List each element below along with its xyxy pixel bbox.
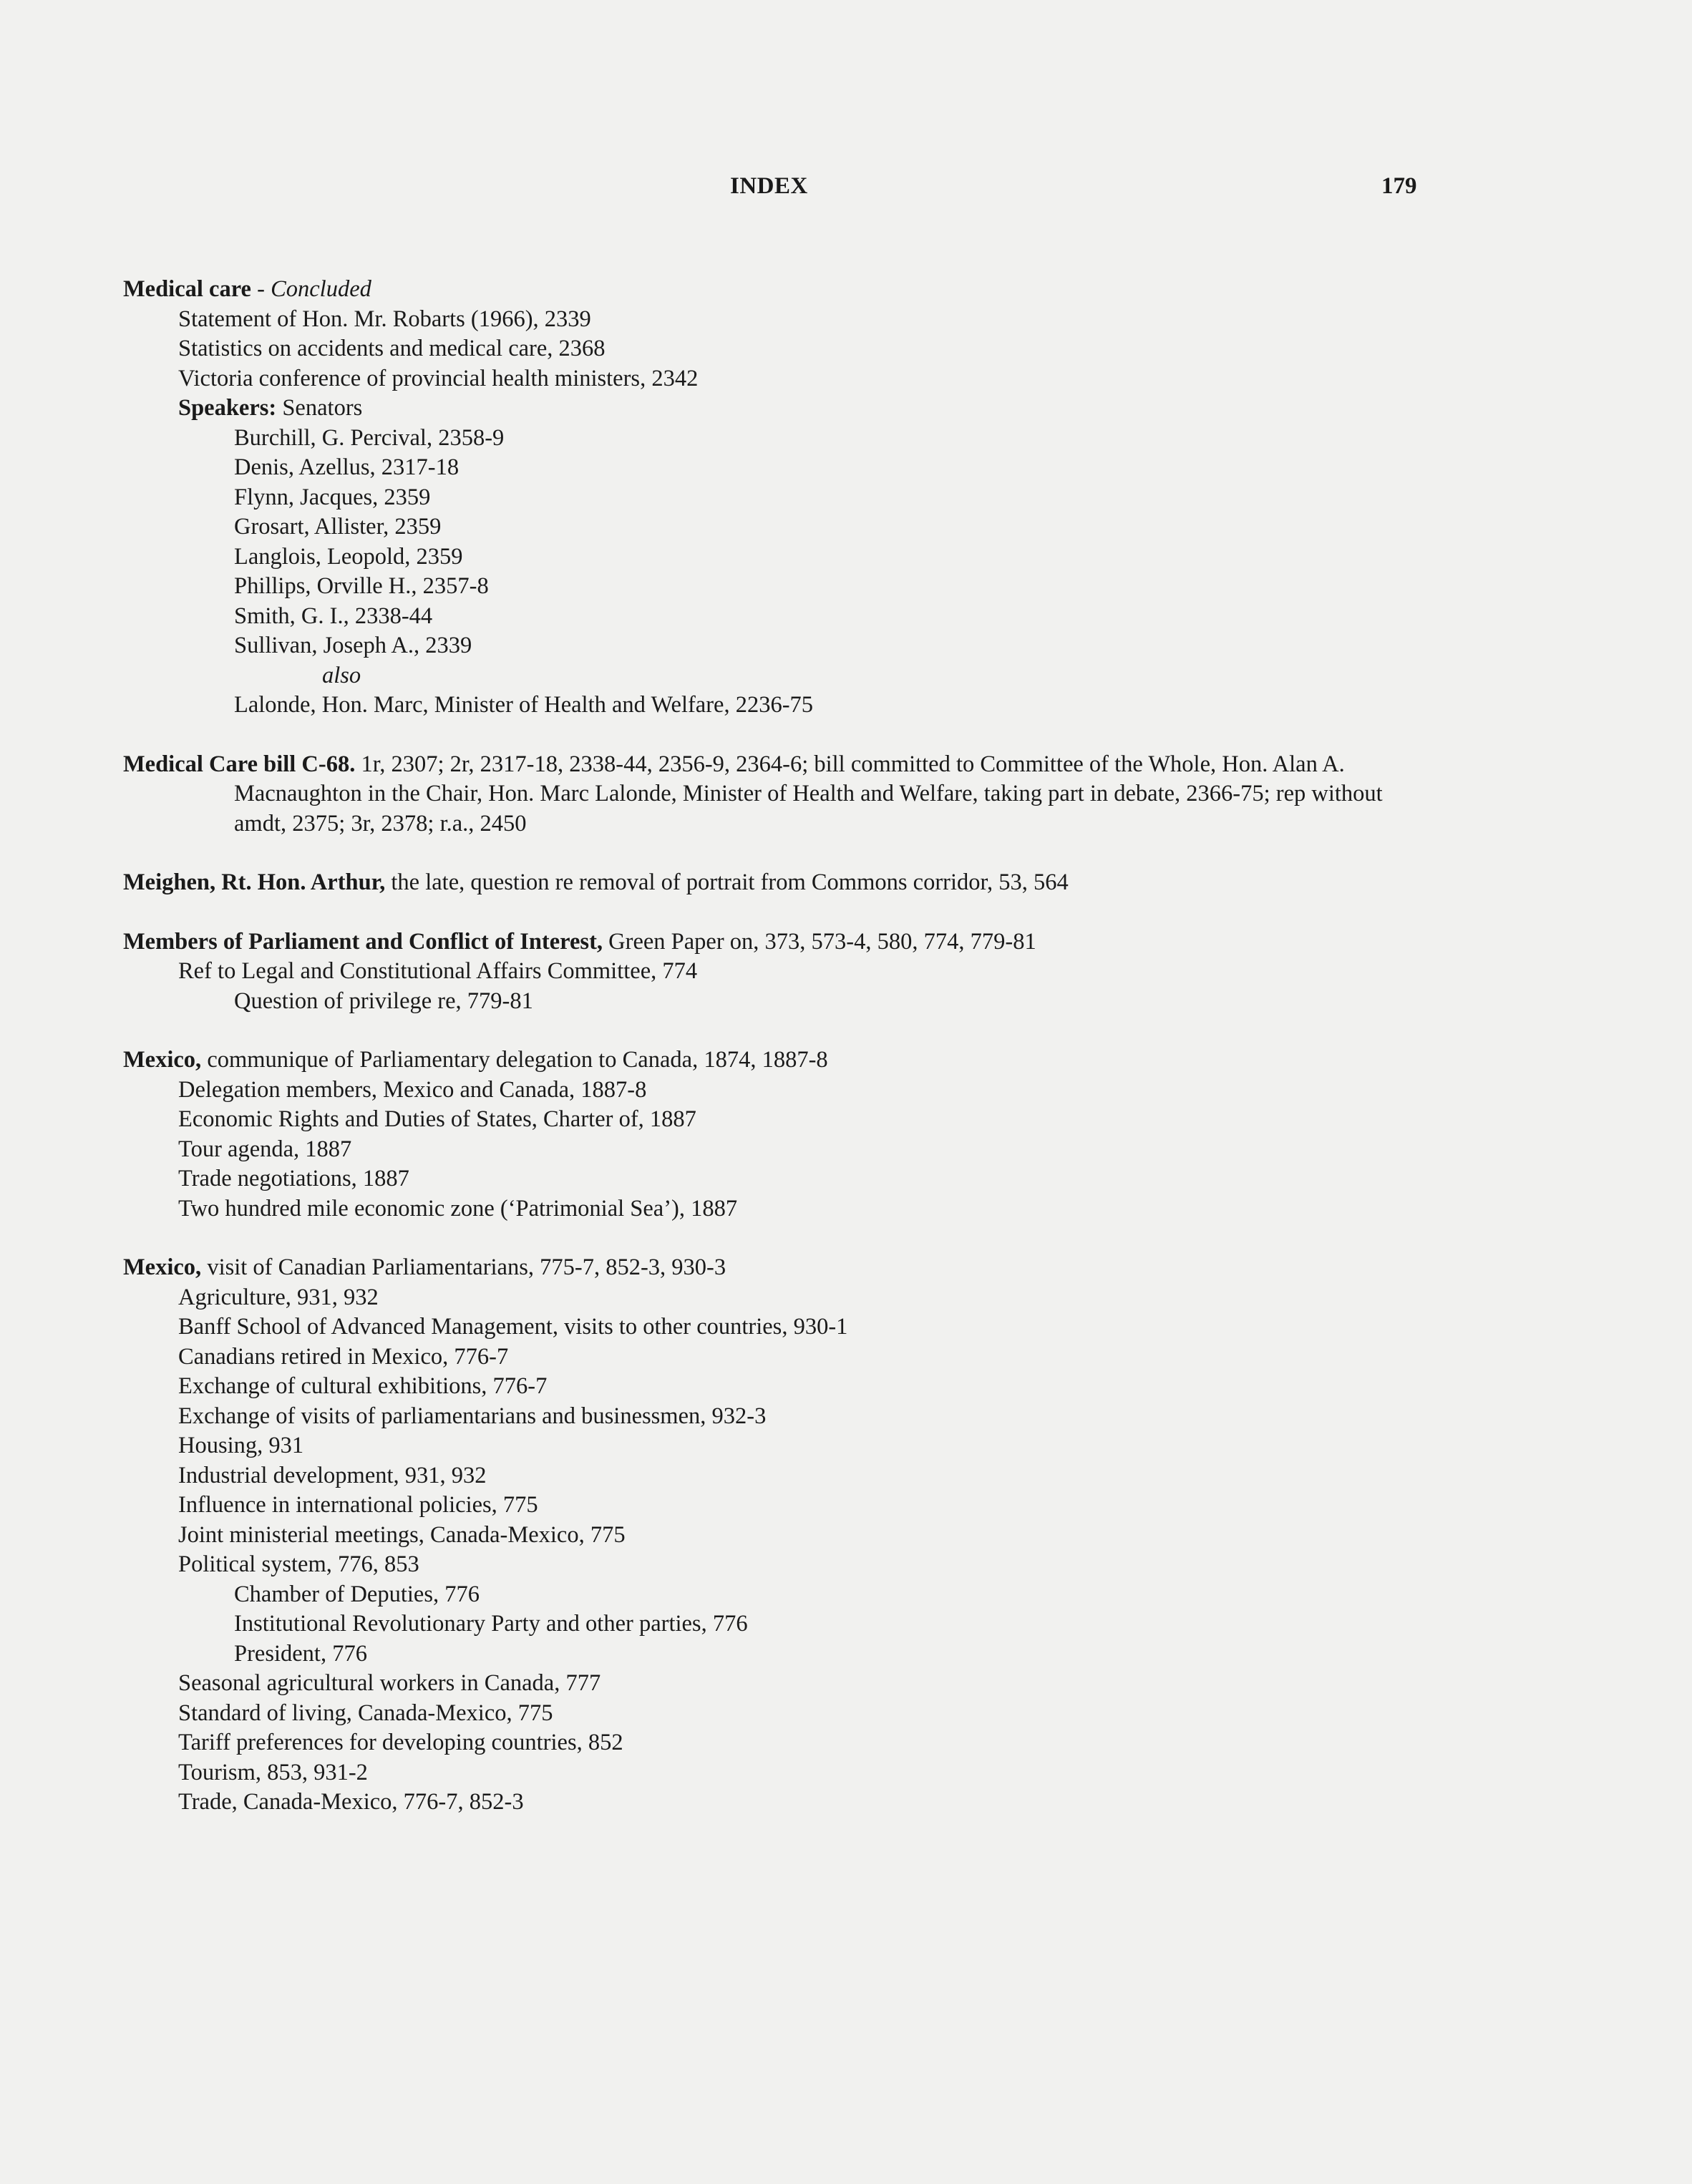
entry-heading: Medical Care bill C-68. [123,751,356,777]
speaker-entry: Smith, G. I., 2338-44 [234,603,433,629]
subentry: Statement of Hon. Mr. Robarts (1966), 2339 [178,306,591,332]
speakers-line [123,394,1433,424]
subentry: Delegation members, Mexico and Canada, 1887-8 [178,1076,647,1103]
index-content [123,275,1433,1818]
subentry: Influence in international policies, 775 [178,1492,538,1518]
speaker-entry: Phillips, Orville H., 2357-8 [234,573,489,599]
subentry: Industrial development, 931, 932 [178,1462,487,1488]
subentry: Exchange of visits of parliamentarians and businessmen, 932-3 [178,1403,767,1429]
entry-heading: Mexico, [123,1254,202,1280]
sub-subentry: President, 776 [234,1640,367,1667]
index-entry-mexico-visit [123,1253,1433,1818]
subentry: Economic Rights and Duties of States, Charter of, 1887 [178,1106,696,1132]
entry-heading: Meighen, Rt. Hon. Arthur, [123,869,386,895]
sub-subentry: Question of privilege re, 779-81 [234,988,533,1014]
entry-heading-line [123,1045,1433,1076]
subentry: Tourism, 853, 931-2 [178,1759,368,1785]
entry-heading-line [123,927,1433,957]
entry-text: communique of Parliamentary delegation to Canada, 1874, 1887-8 [201,1047,828,1073]
sub-subentry: Chamber of Deputies, 776 [234,1581,480,1607]
subentry: Exchange of cultural exhibitions, 776-7 [178,1373,548,1399]
subentry: Agriculture, 931, 932 [178,1284,379,1310]
subentry: Statistics on accidents and medical care, 2368 [178,336,606,361]
subentry: Victoria conference of provincial health ministers, 2342 [178,365,699,391]
subentry: Housing, 931 [178,1433,304,1458]
index-entry-medical-care [123,275,1433,721]
subentry: Trade, Canada-Mexico, 776-7, 852-3 [178,1789,524,1815]
subentry: Ref to Legal and Constitutional Affairs Committee, 774 [178,958,698,984]
subentry: Seasonal agricultural workers in Canada, 777 [178,1670,601,1696]
entry-text-block [123,750,1433,839]
speaker-entry: Lalonde, Hon. Marc, Minister of Health and Welfare, 2236-75 [234,692,814,718]
entry-text: the late, question re removal of portrait from Commons corridor, 53, 564 [385,869,1069,895]
entry-text: visit of Canadian Parliamentarians, 775-7, 852-3, 930-3 [201,1254,726,1280]
index-entry-mexico-communique [123,1045,1433,1224]
page-number: 179 [1381,173,1417,199]
index-entry-members-of-parliament [123,927,1433,1017]
entry-text: Green Paper on, 373, 573-4, 580, 774, 779-81 [603,928,1036,955]
subentry: Joint ministerial meetings, Canada-Mexico, 775 [178,1521,626,1548]
entry-heading-line [123,1253,1433,1283]
subentry: Canadians retired in Mexico, 776-7 [178,1343,509,1370]
entry-text: 1r, 2307; 2r, 2317-18, 2338-44, 2356-9, 2364-6; bill committed to Committee of the Whole, Hon. Alan A. Macnaughton in the Chair, Hon. Marc Lalonde, Minister of Health and Welfare, taking part in debate, 2366-75; rep without amdt, 2375; 3r, 2378; r.a., 2450 [234,751,1383,837]
running-head: INDEX [730,173,808,199]
speakers-qualifier: Senators [276,395,363,421]
sub-subentry: Institutional Revolutionary Party and other parties, 776 [234,1611,748,1637]
speaker-entry: Flynn, Jacques, 2359 [234,484,431,510]
subentry: Political system, 776, 853 [178,1551,419,1577]
continued-label: Concluded [271,276,371,302]
entry-heading-line [123,275,1433,305]
subentry: Tour agenda, 1887 [178,1136,352,1162]
also-label: also [322,662,361,688]
subentry: Banff School of Advanced Management, visits to other countries, 930-1 [178,1314,848,1340]
speaker-entry: Langlois, Leopold, 2359 [234,543,463,570]
index-entry-meighen [123,868,1433,898]
subentry: Trade negotiations, 1887 [178,1166,409,1191]
entry-heading: Members of Parliament and Conflict of Interest, [123,928,603,955]
subentry: Standard of living, Canada-Mexico, 775 [178,1700,553,1726]
index-entry-medical-care-bill [123,750,1433,839]
heading-separator: - [251,276,271,302]
entry-heading: Mexico, [123,1047,202,1073]
subentry: Two hundred mile economic zone (‘Patrimonial Sea’), 1887 [178,1195,738,1222]
subentry: Tariff preferences for developing countries, 852 [178,1730,623,1755]
entry-heading: Medical care [123,276,251,302]
entry-heading-line [123,868,1433,898]
speakers-label: Speakers: [178,395,277,421]
speaker-entry: Burchill, G. Percival, 2358-9 [234,424,505,451]
speaker-entry: Sullivan, Joseph A., 2339 [234,633,472,658]
speaker-entry: Denis, Azellus, 2317-18 [234,454,460,480]
page-header [0,173,1692,209]
speaker-entry: Grosart, Allister, 2359 [234,514,442,540]
